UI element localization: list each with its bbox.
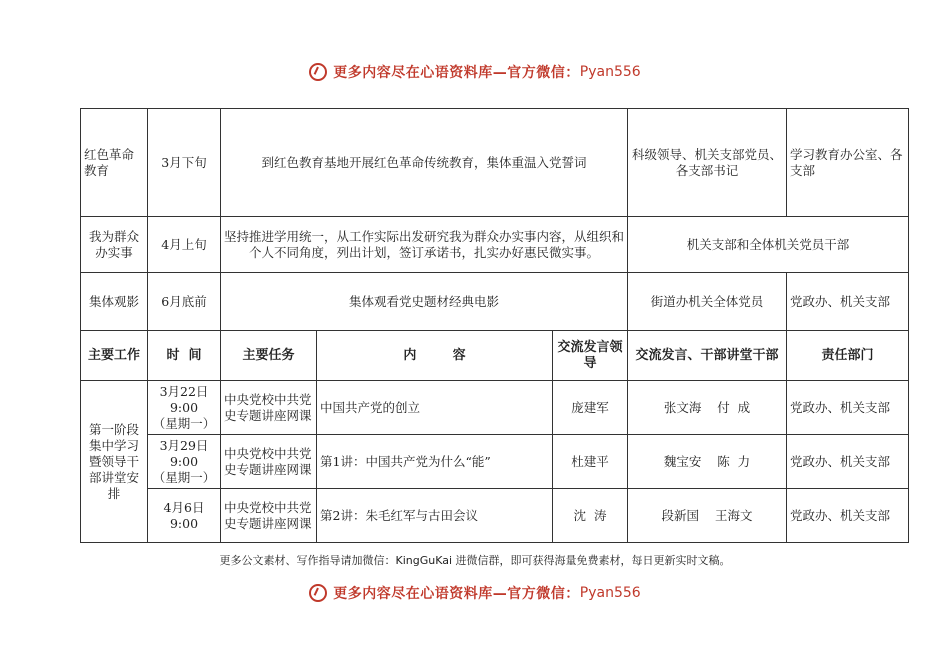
- dept-cell: 党政办、机关支部: [787, 489, 909, 543]
- task-cell: 中央党校中共党史专题讲座网课: [221, 489, 317, 543]
- stage-label: 第一阶段集中学习暨领导干部讲堂安排: [81, 381, 148, 543]
- task-cell: 中央党校中共党史专题讲座网课: [221, 381, 317, 435]
- watermark-account: Pyan556: [579, 585, 641, 601]
- header-leader: 交流发言领导: [553, 331, 628, 381]
- leader-cell: 杜建平: [553, 435, 628, 489]
- participants-cell: 街道办机关全体党员: [628, 273, 787, 331]
- header-dept: 责任部门: [787, 331, 909, 381]
- time-cell: 3月29日 9:00 （星期一）: [148, 435, 221, 489]
- header-task: 主要任务: [221, 331, 317, 381]
- table-row: [81, 381, 909, 435]
- table-row: [81, 489, 909, 543]
- content-cell: 第1讲：中国共产党为什么“能”: [317, 435, 553, 489]
- watermark-bottom: [0, 583, 950, 603]
- schedule-table: [80, 108, 909, 543]
- task-cell: 集体观看党史题材经典电影: [221, 273, 628, 331]
- header-work: 主要工作: [81, 331, 148, 381]
- speakers-cell: 张文海 付 成: [628, 381, 787, 435]
- watermark-text: 更多内容尽在心语资料库—官方微信：: [333, 586, 580, 602]
- watermark-text: 更多内容尽在心语资料库—官方微信：: [333, 65, 580, 81]
- speakers-cell: 段新国 王海文: [628, 489, 787, 543]
- leader-cell: 沈 涛: [553, 489, 628, 543]
- footer-note: 更多公文素材、写作指导请加微信：KingGuKai 进微信群，即可获得海量免费素材，每日更新实时文稿。: [219, 554, 731, 567]
- time-cell: 3月22日 9:00 （星期一）: [148, 381, 221, 435]
- feather-circle-icon: [309, 584, 327, 602]
- header-row: [81, 331, 909, 381]
- dept-cell: 学习教育办公室、各支部: [787, 109, 909, 217]
- dept-cell: 党政办、机关支部: [787, 435, 909, 489]
- time-cell: 3月下旬: [148, 109, 221, 217]
- header-content: 内 容: [317, 331, 553, 381]
- leader-cell: 庞建军: [553, 381, 628, 435]
- work-cell: 集体观影: [81, 273, 148, 331]
- participants-cell: 机关支部和全体机关党员干部: [628, 217, 909, 273]
- table-row: [81, 273, 909, 331]
- dept-cell: 党政办、机关支部: [787, 273, 909, 331]
- table-row: [81, 217, 909, 273]
- table-row: [81, 109, 909, 217]
- watermark-top: [0, 62, 950, 82]
- work-cell: 红色革命教育: [81, 109, 148, 217]
- work-cell: 我为群众办实事: [81, 217, 148, 273]
- table-row: [81, 435, 909, 489]
- speakers-cell: 魏宝安 陈 力: [628, 435, 787, 489]
- dept-cell: 党政办、机关支部: [787, 381, 909, 435]
- participants-cell: 科级领导、机关支部党员、各支部书记: [628, 109, 787, 217]
- header-speakers: 交流发言、干部讲堂干部: [628, 331, 787, 381]
- task-cell: 中央党校中共党史专题讲座网课: [221, 435, 317, 489]
- header-time: 时 间: [148, 331, 221, 381]
- time-cell: 6月底前: [148, 273, 221, 331]
- feather-circle-icon: [309, 63, 327, 81]
- content-cell: 中国共产党的创立: [317, 381, 553, 435]
- content-cell: 第2讲：朱毛红军与古田会议: [317, 489, 553, 543]
- time-cell: 4月上旬: [148, 217, 221, 273]
- task-cell: 到红色教育基地开展红色革命传统教育，集体重温入党誓词: [221, 109, 628, 217]
- watermark-account: Pyan556: [579, 64, 641, 80]
- time-cell: 4月6日 9:00: [148, 489, 221, 543]
- task-cell: 坚持推进学用统一，从工作实际出发研究我为群众办实事内容，从组织和个人不同角度，列出计划，签订承诺书，扎实办好惠民微实事。: [221, 217, 628, 273]
